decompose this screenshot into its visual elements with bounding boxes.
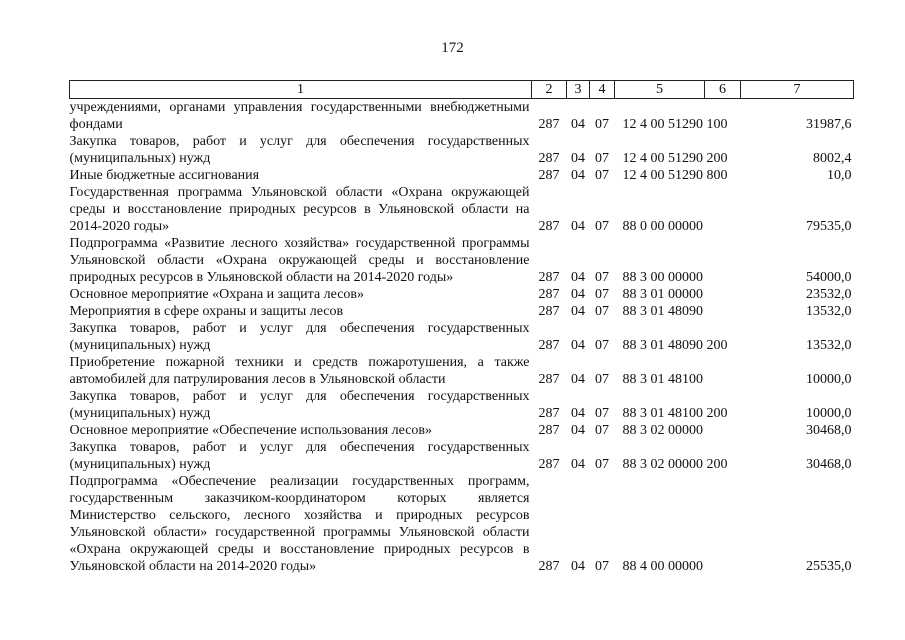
table-body <box>70 99 854 576</box>
row-amount: 10000,0 <box>806 406 852 421</box>
row-code-section: 04 <box>571 287 585 302</box>
header-col-6: 6 <box>705 81 741 99</box>
table-row <box>70 99 854 134</box>
header-col-5: 5 <box>615 81 705 99</box>
table-row <box>70 167 854 184</box>
page-number: 172 <box>441 40 464 56</box>
table-row <box>70 303 854 320</box>
header-col-1: 1 <box>70 81 532 99</box>
row-code-subsection: 07 <box>595 457 609 472</box>
row-name: Государственная программа Ульяновской области «Охрана окружающей среды и восстановление природных ресурсов в Ульяновской области на 2014-2020 годы» <box>69 185 530 234</box>
row-code-target: 12 4 00 51290 <box>622 151 703 166</box>
row-code-ministry: 287 <box>538 287 560 302</box>
row-name: Основное мероприятие «Обеспечение использования лесов» <box>69 423 433 438</box>
row-code-subsection: 07 <box>595 372 609 387</box>
row-code-ministry: 287 <box>538 457 560 472</box>
row-code-subsection: 07 <box>595 219 609 234</box>
row-amount: 54000,0 <box>806 270 852 285</box>
table-row <box>70 184 854 235</box>
row-code-ministry: 287 <box>538 304 560 319</box>
row-name: Подпрограмма «Развитие лесного хозяйства» государственной программы Ульяновской области «Охрана окружающей среды и восстановление природных ресурсов в Ульяновской области на 2014-2020 годы» <box>69 236 530 285</box>
row-code-expense-type <box>705 422 741 439</box>
row-code-ministry: 287 <box>538 117 560 132</box>
table-row <box>70 439 854 473</box>
header-col-2: 2 <box>532 81 567 99</box>
row-amount: 10000,0 <box>806 372 852 387</box>
row-amount: 13532,0 <box>806 338 852 353</box>
row-code-expense-type <box>705 184 741 235</box>
row-name: Закупка товаров, работ и услуг для обеспечения государственных (муниципальных) нужд <box>69 389 530 421</box>
row-name: Приобретение пожарной техники и средств пожаротушения, а также автомобилей для патрулирования лесов в Ульяновской области <box>69 355 530 387</box>
row-code-target: 88 3 01 48100 <box>622 372 703 387</box>
row-code-expense-type <box>705 354 741 388</box>
row-code-expense-type: 200 <box>706 457 728 472</box>
table-row <box>70 235 854 286</box>
row-code-target: 88 3 02 00000 <box>622 457 703 472</box>
row-amount: 30468,0 <box>806 457 852 472</box>
row-name: учреждениями, органами управления государственными внебюджетными фондами <box>69 100 530 132</box>
row-amount: 25535,0 <box>806 559 852 574</box>
row-code-expense-type: 100 <box>706 117 728 132</box>
row-code-expense-type: 200 <box>706 406 728 421</box>
row-code-subsection: 07 <box>595 559 609 574</box>
row-code-subsection: 07 <box>595 304 609 319</box>
row-code-target: 88 3 01 00000 <box>622 287 703 302</box>
table-row <box>70 388 854 422</box>
row-amount: 23532,0 <box>806 287 852 302</box>
row-code-ministry: 287 <box>538 338 560 353</box>
row-code-subsection: 07 <box>595 406 609 421</box>
row-code-target: 12 4 00 51290 <box>622 117 703 132</box>
row-name: Мероприятия в сфере охраны и защиты лесов <box>69 304 344 319</box>
table-row <box>70 473 854 575</box>
table-row <box>70 354 854 388</box>
row-amount: 10,0 <box>827 168 852 183</box>
row-name: Закупка товаров, работ и услуг для обеспечения государственных (муниципальных) нужд <box>69 134 530 166</box>
row-code-target: 88 3 01 48100 <box>622 406 703 421</box>
row-code-subsection: 07 <box>595 117 609 132</box>
row-code-section: 04 <box>571 423 585 438</box>
row-amount: 79535,0 <box>806 219 852 234</box>
row-code-ministry: 287 <box>538 423 560 438</box>
row-code-ministry: 287 <box>538 270 560 285</box>
row-code-section: 04 <box>571 304 585 319</box>
row-code-subsection: 07 <box>595 423 609 438</box>
row-code-expense-type <box>705 286 741 303</box>
row-code-subsection: 07 <box>595 151 609 166</box>
header-row <box>70 81 854 99</box>
row-code-section: 04 <box>571 219 585 234</box>
row-amount: 8002,4 <box>813 151 852 166</box>
row-amount: 13532,0 <box>806 304 852 319</box>
row-code-expense-type <box>705 473 741 575</box>
row-code-target: 88 3 02 00000 <box>622 423 703 438</box>
row-code-expense-type: 800 <box>706 168 728 183</box>
row-code-section: 04 <box>571 559 585 574</box>
row-code-target: 88 3 01 48090 <box>622 304 703 319</box>
table-row <box>70 133 854 167</box>
row-code-ministry: 287 <box>538 151 560 166</box>
row-code-target: 12 4 00 51290 <box>622 168 703 183</box>
row-code-subsection: 07 <box>595 270 609 285</box>
row-name: Подпрограмма «Обеспечение реализации государственных программ, государственным заказчиком-координатором которых является Министерство сельского, лесного хозяйства и природных ресурсов Ульяновской области» государственной программы Ульяновской области «Охрана окружающей среды и восстановление природных ресурсов в Ульяновской области на 2014-2020 годы» <box>69 474 530 574</box>
row-code-expense-type <box>705 303 741 320</box>
header-col-4: 4 <box>590 81 615 99</box>
row-name: Иные бюджетные ассигнования <box>69 168 260 183</box>
row-amount: 31987,6 <box>806 117 852 132</box>
row-code-ministry: 287 <box>538 559 560 574</box>
table-row <box>70 286 854 303</box>
table-row <box>70 422 854 439</box>
row-code-target: 88 0 00 00000 <box>622 219 703 234</box>
row-code-target: 88 3 01 48090 <box>622 338 703 353</box>
row-code-section: 04 <box>571 151 585 166</box>
row-code-ministry: 287 <box>538 406 560 421</box>
row-code-subsection: 07 <box>595 287 609 302</box>
row-code-subsection: 07 <box>595 168 609 183</box>
row-code-ministry: 287 <box>538 219 560 234</box>
row-name: Закупка товаров, работ и услуг для обеспечения государственных (муниципальных) нужд <box>69 440 530 472</box>
row-code-ministry: 287 <box>538 372 560 387</box>
budget-table <box>69 80 854 575</box>
row-code-expense-type: 200 <box>706 338 728 353</box>
header-col-7: 7 <box>741 81 854 99</box>
row-name: Основное мероприятие «Охрана и защита лесов» <box>69 287 365 302</box>
table-row <box>70 320 854 354</box>
row-code-ministry: 287 <box>538 168 560 183</box>
row-code-subsection: 07 <box>595 338 609 353</box>
row-code-section: 04 <box>571 270 585 285</box>
row-name: Закупка товаров, работ и услуг для обеспечения государственных (муниципальных) нужд <box>69 321 530 353</box>
row-code-section: 04 <box>571 338 585 353</box>
header-col-3: 3 <box>567 81 590 99</box>
row-code-target: 88 4 00 00000 <box>622 559 703 574</box>
row-code-expense-type <box>705 235 741 286</box>
row-amount: 30468,0 <box>806 423 852 438</box>
row-code-target: 88 3 00 00000 <box>622 270 703 285</box>
row-code-section: 04 <box>571 117 585 132</box>
row-code-section: 04 <box>571 457 585 472</box>
row-code-section: 04 <box>571 168 585 183</box>
row-code-section: 04 <box>571 372 585 387</box>
row-code-section: 04 <box>571 406 585 421</box>
row-code-expense-type: 200 <box>706 151 728 166</box>
